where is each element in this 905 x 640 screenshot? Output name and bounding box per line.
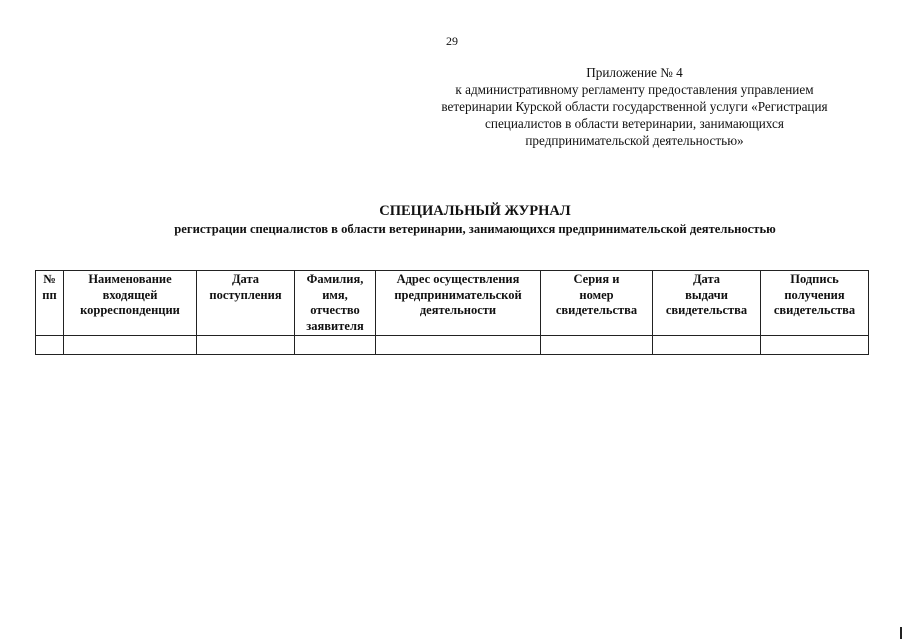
table-header-row bbox=[36, 271, 869, 336]
table-cell bbox=[36, 336, 64, 355]
header-line: деятельности bbox=[419, 303, 497, 317]
journal-subtitle: регистрации специалистов в области ветеринарии, занимающихся предпринимательской деятельностью bbox=[174, 222, 776, 236]
table-cell bbox=[541, 336, 653, 355]
header-line: пп bbox=[42, 287, 57, 302]
header-line: Наименование bbox=[88, 272, 172, 286]
journal-title: СПЕЦИАЛЬНЫЙ ЖУРНАЛ bbox=[379, 203, 571, 219]
page-number: 29 bbox=[446, 34, 458, 48]
header-business-address bbox=[376, 271, 541, 336]
appendix-line: предпринимательской деятельностью» bbox=[525, 133, 744, 148]
table-cell bbox=[761, 336, 869, 355]
header-certificate-series bbox=[541, 271, 653, 336]
header-receipt-signature bbox=[761, 271, 869, 336]
appendix-line: к административному регламенту предоставления управлением bbox=[455, 82, 814, 97]
header-line: Дата bbox=[692, 272, 721, 286]
header-line: Фамилия, bbox=[306, 272, 364, 286]
registration-journal-table bbox=[35, 270, 869, 355]
header-line: свидетельства bbox=[773, 303, 856, 317]
header-line: № bbox=[43, 272, 56, 286]
header-line: отчество bbox=[310, 303, 360, 317]
header-line: поступления bbox=[209, 287, 282, 302]
header-line: свидетельства bbox=[555, 303, 638, 317]
header-line: номер bbox=[579, 287, 614, 302]
header-line: имя, bbox=[322, 287, 348, 302]
appendix-block bbox=[392, 64, 877, 149]
table-cell bbox=[295, 336, 376, 355]
table-cell bbox=[64, 336, 197, 355]
table-cell bbox=[197, 336, 295, 355]
header-line: свидетельства bbox=[665, 303, 748, 317]
header-line: Дата bbox=[231, 272, 260, 286]
header-line: Адрес осуществления bbox=[396, 272, 520, 286]
header-line: входящей bbox=[102, 287, 158, 302]
table-cell bbox=[653, 336, 761, 355]
header-number bbox=[36, 271, 64, 336]
header-line: предпринимательской bbox=[394, 287, 522, 302]
appendix-line: ветеринарии Курской области государственной услуги «Регистрация bbox=[441, 99, 828, 114]
header-line: Серия и bbox=[573, 272, 620, 286]
appendix-line: специалистов в области ветеринарии, занимающихся bbox=[485, 116, 784, 131]
header-receipt-date bbox=[197, 271, 295, 336]
header-line: корреспонденции bbox=[80, 303, 180, 317]
header-line: выдачи bbox=[685, 287, 728, 302]
header-issue-date bbox=[653, 271, 761, 336]
appendix-line: Приложение № 4 bbox=[586, 65, 683, 80]
table-cell bbox=[376, 336, 541, 355]
scan-edge-mark bbox=[900, 627, 902, 639]
header-line: Подпись bbox=[790, 272, 839, 286]
header-line: получения bbox=[784, 287, 845, 302]
table-row bbox=[36, 336, 869, 355]
header-correspondence bbox=[64, 271, 197, 336]
header-applicant-name bbox=[295, 271, 376, 336]
header-line: заявителя bbox=[306, 318, 364, 333]
